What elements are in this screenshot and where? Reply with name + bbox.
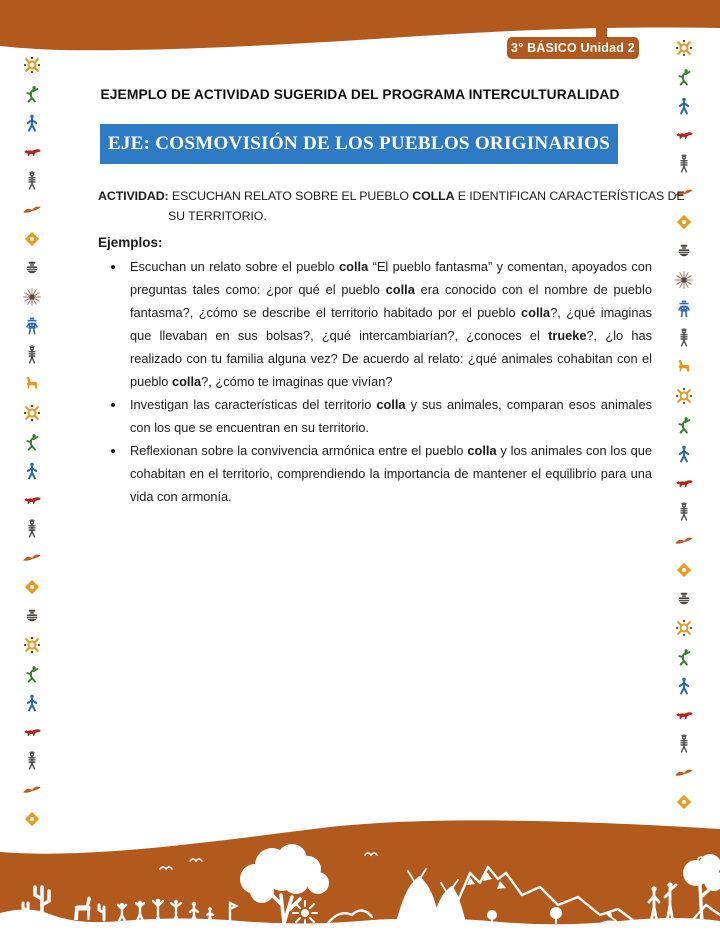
person-pict-icon	[674, 328, 694, 348]
starburst-icon	[22, 287, 42, 307]
person-hat-icon	[22, 316, 42, 336]
condor-icon	[22, 548, 42, 568]
frog-icon	[674, 415, 694, 435]
activity-text: ESCUCHAN RELATO SOBRE EL PUEBLO COLLA E IDENTIFICAN CARACTERÍSTICAS DE SU TERRITORIO.	[168, 189, 685, 223]
fox-icon	[674, 473, 694, 493]
person-pict-icon	[674, 734, 694, 754]
examples-heading: Ejemplos:	[98, 235, 163, 250]
pot-icon	[674, 589, 694, 609]
bullet-item: • Investigan las características del territorio colla y sus animales, comparan esos animales con los que se encuentran en su territorio.	[126, 393, 652, 439]
sun-icon	[22, 55, 42, 75]
frog-icon	[22, 432, 42, 452]
grade-tab: 3° BÁSICO Unidad 2	[507, 37, 639, 59]
person-blue-icon	[674, 444, 694, 464]
eje-banner	[100, 124, 618, 164]
fox-icon	[674, 705, 694, 725]
frog-icon	[22, 664, 42, 684]
sun-icon	[22, 635, 42, 655]
starburst-icon	[674, 270, 694, 290]
person-blue-icon	[674, 96, 694, 116]
pot-icon	[22, 258, 42, 278]
bullet-item: • Escuchan un relato sobre el pueblo colla “El pueblo fantasma” y comentan, apoyados con preguntas tales como: ¿por qué el pueblo colla era conocido con el nombre de pueblo fantasma?, ¿cómo se describe el territorio habitado por el pueblo colla?, ¿qué imaginas que llevaban en sus bolsas?, ¿qué intercambiarían?, ¿conoces el trueke?, ¿lo has realizado con tu familia alguna vez? De acuerdo al relato: ¿qué animales cohabitan con el pueblo colla?, ¿cómo te imaginas que vivían?	[126, 255, 652, 393]
person-pict-icon	[22, 171, 42, 191]
diamond-icon	[22, 229, 42, 249]
person-blue-icon	[22, 693, 42, 713]
person-pict-icon	[674, 154, 694, 174]
diamond-icon	[22, 577, 42, 597]
sun-icon	[674, 38, 694, 58]
sun-icon	[674, 386, 694, 406]
activity-label: ACTIVIDAD:	[98, 189, 169, 203]
condor-icon	[674, 531, 694, 551]
person-hat-icon	[674, 299, 694, 319]
frog-icon	[22, 84, 42, 104]
condor-icon	[22, 200, 42, 220]
fox-icon	[22, 490, 42, 510]
frog-icon	[674, 647, 694, 667]
fox-icon	[22, 722, 42, 742]
activity-statement	[98, 187, 694, 227]
person-pict-icon	[22, 751, 42, 771]
page-title: EJEMPLO DE ACTIVIDAD SUGERIDA DEL PROGRAMA INTERCULTURALIDAD	[100, 87, 620, 102]
pot-icon	[22, 606, 42, 626]
person-pict-icon	[22, 519, 42, 539]
condor-icon	[674, 763, 694, 783]
examples-bullet-list	[98, 255, 652, 508]
person-pict-icon	[674, 502, 694, 522]
person-blue-icon	[22, 113, 42, 133]
frog-icon	[674, 67, 694, 87]
diamond-icon	[674, 560, 694, 580]
left-pictograph-column	[22, 55, 42, 829]
llama-icon	[22, 374, 42, 394]
person-blue-icon	[674, 676, 694, 696]
pot-icon	[674, 241, 694, 261]
sun-icon	[22, 403, 42, 423]
diamond-icon	[674, 792, 694, 812]
llama-icon	[674, 357, 694, 377]
person-blue-icon	[22, 461, 42, 481]
bullet-item: • Reflexionan sobre la convivencia armónica entre el pueblo colla y los animales con los que cohabitan en el territorio, comprendiendo la importancia de mantener el equilibrio para una vida con armonía.	[126, 439, 652, 508]
landscape-silhouette-footer	[0, 817, 720, 932]
eje-banner-label: EJE: COSMOVISIÓN DE LOS PUEBLOS ORIGINARIOS	[107, 133, 611, 154]
person-pict-icon	[22, 345, 42, 365]
sun-icon	[674, 618, 694, 638]
right-pictograph-column	[674, 38, 694, 812]
condor-icon	[22, 780, 42, 800]
fox-icon	[22, 142, 42, 162]
fox-icon	[674, 125, 694, 145]
